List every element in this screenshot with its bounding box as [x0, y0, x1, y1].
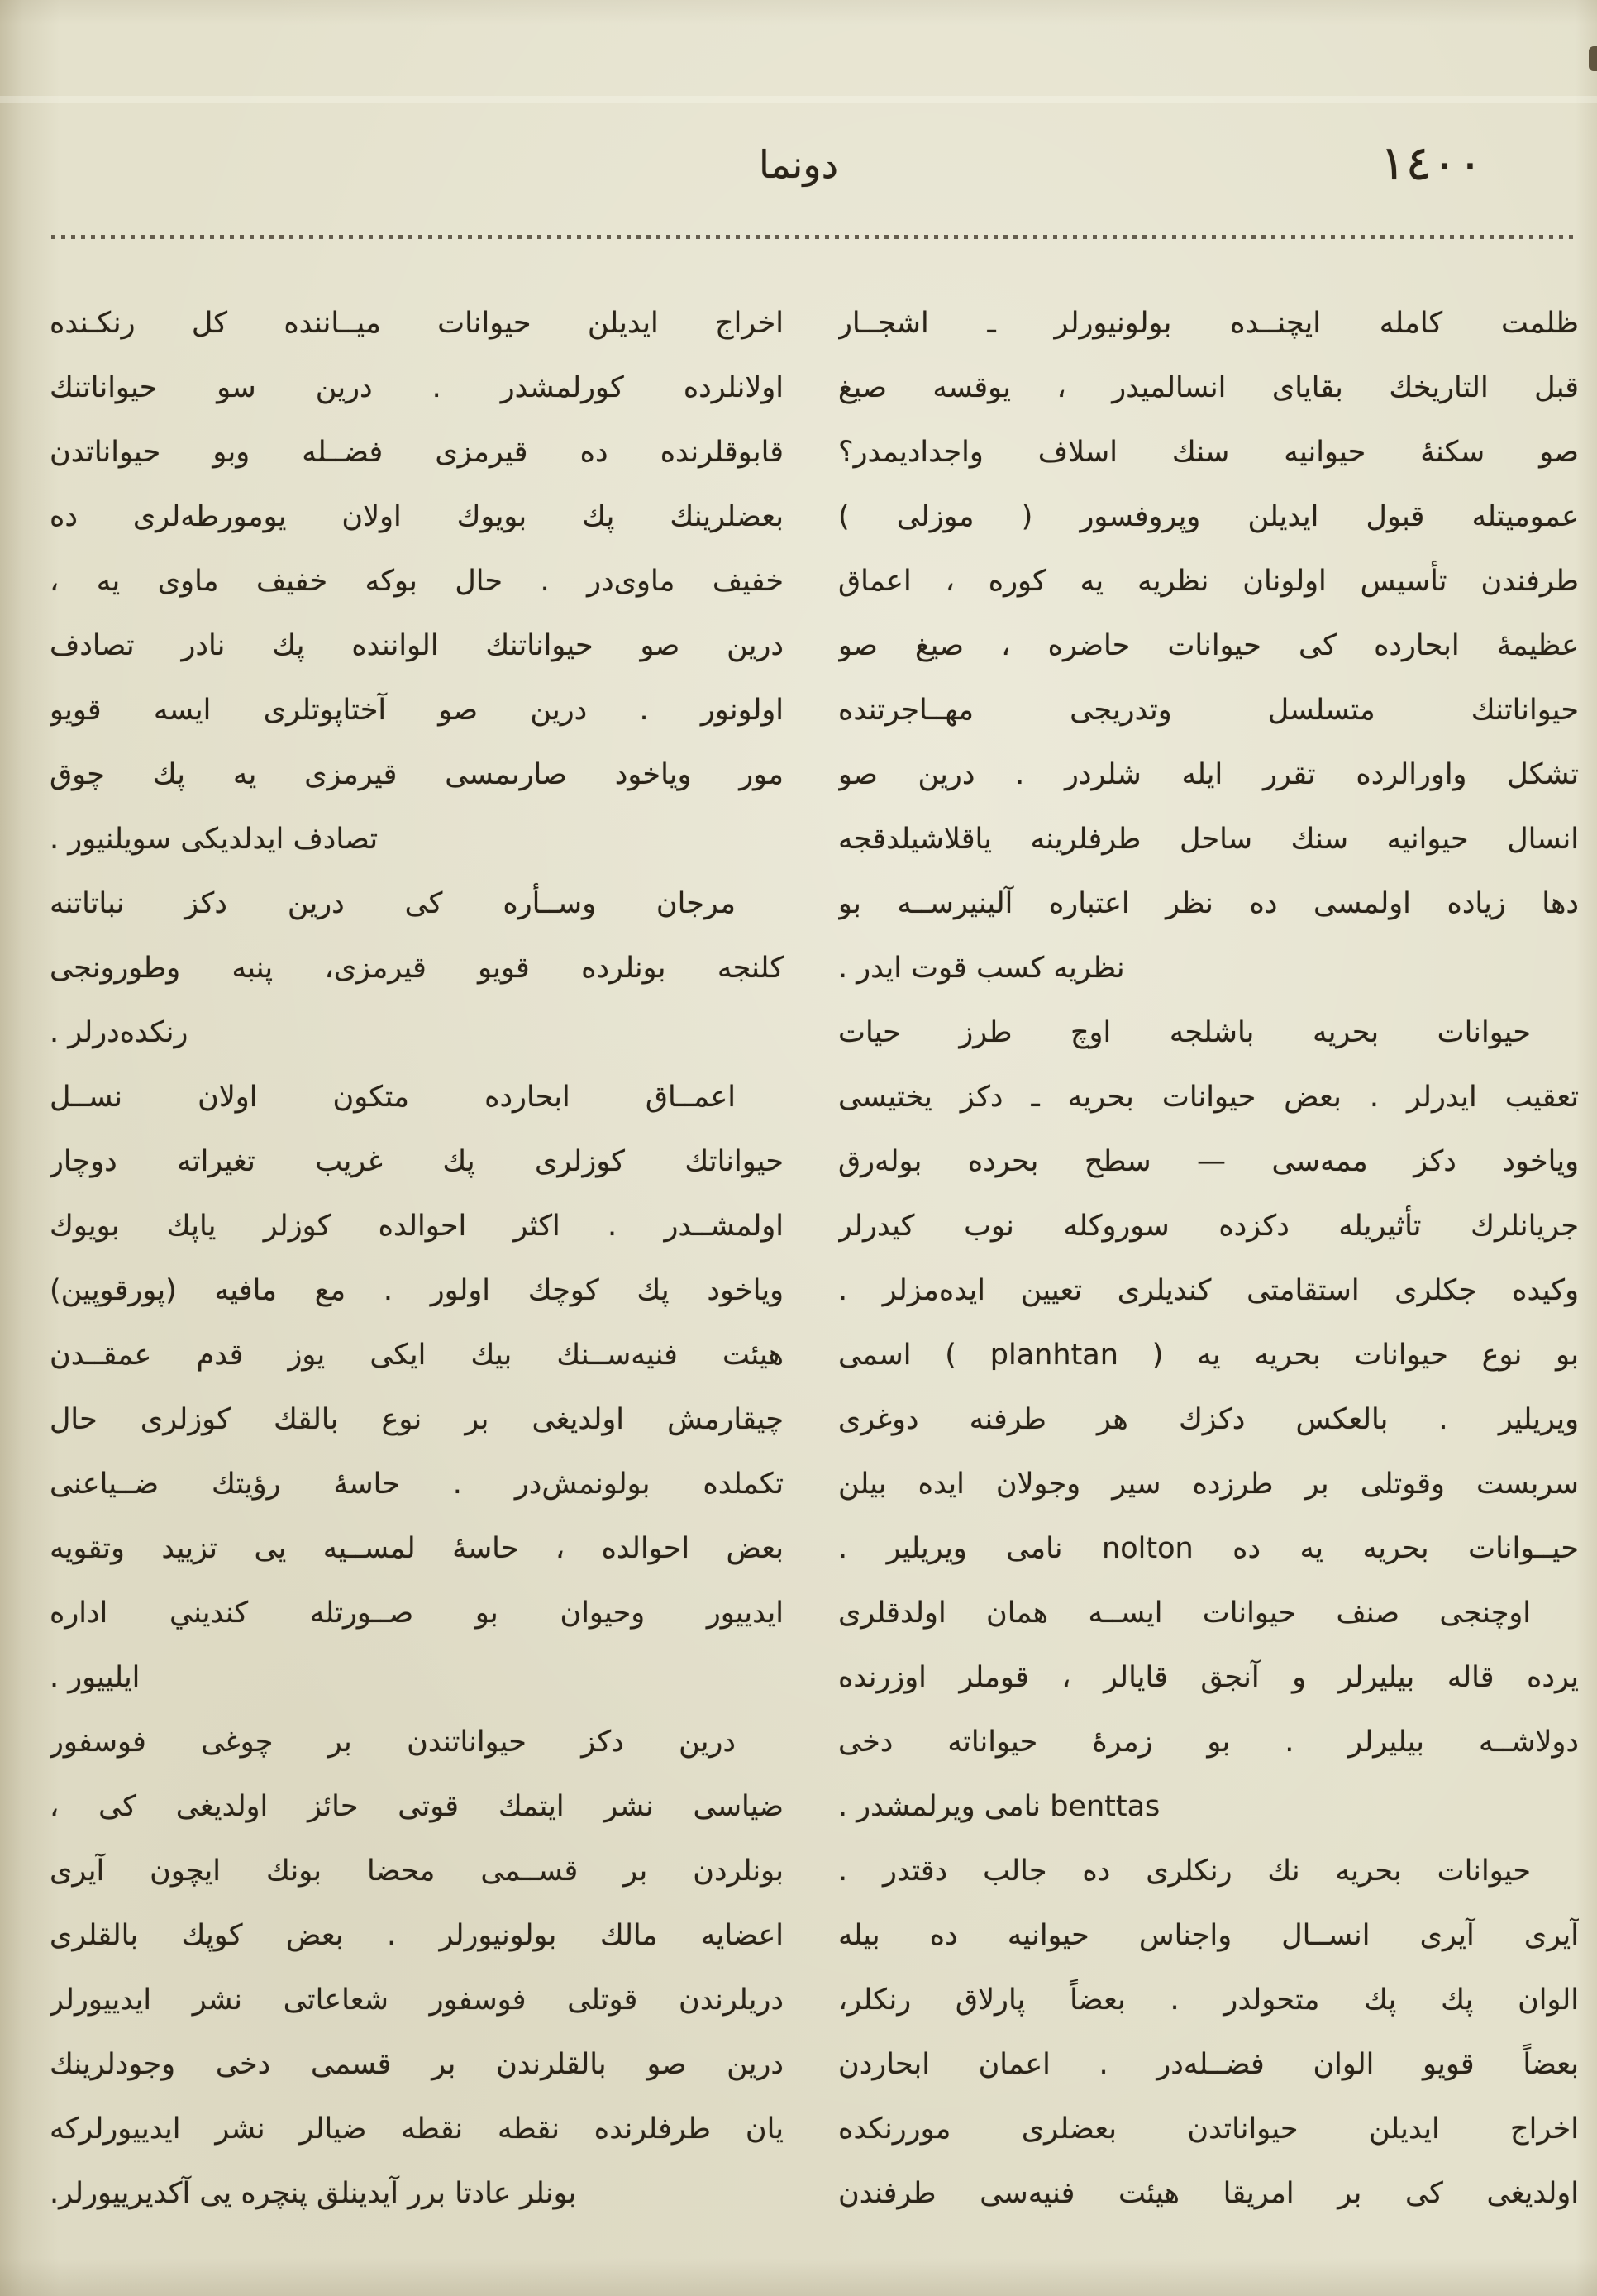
text-line: رنكده‌درلر .	[50, 1016, 188, 1049]
text-line: سربست وقوتلى بر طرزده سير وجولان ايده بيلن	[838, 1468, 1579, 1501]
text-line: حيواناتك كوزلرى پك غريب تغيراته دوچار	[50, 1145, 784, 1178]
text-line: جريانلرك تأثيريله دكزده سوروكله نوب كيدرلر	[838, 1210, 1579, 1243]
text-line: تشكل واورالرده تقرر ايله شلردر . درين صو	[838, 758, 1579, 791]
running-title: دونما	[758, 142, 839, 187]
text-line: قابوقلرنده ده قيرمزى فضــله وبو حيواناتدن	[50, 436, 784, 469]
text-line: وياخود دكز ممه‌سى — سطح بحرده بوله‌رق	[838, 1145, 1579, 1178]
text-line: ايدييور وحيوان بو صــورتله كنديني اداره	[50, 1597, 784, 1630]
text-line: درين صو بالقلرندن بر قسمى دخى وجودلرينك	[50, 2048, 784, 2081]
text-line: حيواناتنك متسلسل وتدريجى مهــاجرتنده	[838, 694, 1579, 727]
text-line: درين دكز حيواناتندن بر چوغى فوسفور	[50, 1726, 736, 1759]
text-line: الوان پك پك متحولدر . بعضاً پارلاق رنكلر،	[838, 1983, 1579, 2017]
text-line: انسال حيوانيه سنك ساحل طرفلرينه ياقلاشيلدقجه	[838, 823, 1579, 856]
scan-artifact-band	[0, 96, 1597, 103]
text-line: اعمــاق ابحارده متكون اولان نســل	[50, 1081, 736, 1114]
text-line: صو سكنهٔ حيوانيه سنك اسلاف واجداديمدر؟	[838, 436, 1579, 469]
text-line: هيئت فنيه‌ســنك بيك ايكى يوز قدم عمقــدن	[50, 1339, 784, 1372]
text-line: ضياسى نشر ايتمك قوتى حائز اولديغى كى ،	[50, 1790, 784, 1823]
text-line: اولانلرده كورلمشدر . درين سو حيواناتنك	[50, 371, 784, 404]
text-line: ظلمت كامله ايچنــده بولونيورلر ـ اشجــار	[838, 307, 1579, 340]
text-line: بونلردن بر قســمى محضا بونك ايچون آيرى	[50, 1854, 784, 1888]
text-line: طرفندن تأسيس اولونان نظريه يه كوره ، اعماق	[838, 565, 1579, 598]
text-line: خفيف ماوى‌در . حال بوكه خفيف ماوى يه ،	[50, 565, 784, 598]
text-line: بونلر عادتا برر آيدينلق پنچره يى آكديرييورلر.	[50, 2177, 577, 2210]
text-line: عظيمهٔ ابحارده كى حيوانات حاضره ، صيغ صو	[838, 629, 1579, 662]
text-line: تكملده بولونمش‌در . حاسهٔ رؤيتك ضــياعنى	[50, 1468, 784, 1501]
text-line: دريلرندن قوتلى فوسفور شعاعاتى نشر ايدييورلر	[50, 1983, 784, 2017]
text-line: حيــوانات بحريه يه ده nolton نامى ويريلير .	[838, 1532, 1579, 1565]
text-line: درين صو حيواناتنك الواننده پك نادر تصادف	[50, 629, 784, 662]
text-line: چيقارمش اولديغى بر نوع بالقك كوزلرى حال	[50, 1403, 784, 1436]
text-line: اخراج ايديلن حيوانات ميــاننده كل رنكـنده	[50, 307, 784, 340]
text-line: بعض احوالده ، حاسهٔ لمســيه يى تزييد وتقويه	[50, 1532, 784, 1565]
dotted-divider	[51, 235, 1579, 239]
text-line: كلنجه بونلرده قويو قيرمزى، پنبه وطورونجى	[50, 952, 784, 985]
text-line: اعضايه مالك بولونيورلر . بعض كوپك بالقلرى	[50, 1919, 784, 1952]
text-line: يان طرفلرنده نقطه نقطه ضيالر نشر ايدييورلركه	[50, 2112, 784, 2146]
text-line: عموميتله قبول ايديلن وپروفسور ( موزلى )	[838, 500, 1579, 533]
text-line: اخراج ايديلن حيواناتدن بعضلرى موررنكده	[838, 2112, 1579, 2146]
text-line: قبل التاريخك بقاياى انسالميدر ، يوقسه صيغ	[838, 371, 1579, 404]
right-text-column	[838, 291, 1579, 2226]
text-line: تعقيب ايدرلر . بعض حيوانات بحريه ـ دكز يختيسى	[838, 1081, 1579, 1114]
text-line: تصادف ايدلديكى سويلنيور .	[50, 823, 379, 856]
text-line: مور وياخود صارىمسى قيرمزى يه پك چوق	[50, 758, 784, 791]
text-line: وياخود پك كوچك اولور . مع مافيه (پورقوپين)	[50, 1274, 784, 1307]
text-line: ويريلير . بالعكس دكزك هر طرفنه دوغرى	[838, 1403, 1579, 1436]
text-line: بعضاً قويو الوان فضــله‌در . اعمان ابحاردن	[838, 2048, 1579, 2081]
page-number: ١٤٠٠	[1380, 135, 1483, 191]
text-line: ايلييور .	[50, 1661, 141, 1694]
text-line: حيوانات بحريه نك رنكلرى ده جالب دقتدر .	[838, 1854, 1531, 1888]
text-line: اولمشــدر . اكثر احوالده كوزلر ياپك بويوك	[50, 1210, 784, 1243]
left-text-column	[50, 291, 784, 2226]
text-line: حيوانات بحريه باشلجه اوچ طرز حيات	[838, 1016, 1531, 1049]
text-line: اولونور . درين صو آختاپوتلرى ايسه قويو	[50, 694, 784, 727]
text-line: نظريه كسب قوت ايدر .	[838, 952, 1125, 985]
text-line: بو نوع حيوانات بحريه يه ( planhtan ) اسمى	[838, 1339, 1579, 1372]
text-line: يرده قاله بيليرلر و آنجق قايالر ، قوملر اوزرنده	[838, 1661, 1579, 1694]
scan-artifact-speck	[1589, 46, 1597, 71]
text-line: بعضلرينك پك بويوك اولان يومورطه‌لرى ده	[50, 500, 784, 533]
text-line: وكيده جكلرى استقامتى كنديلرى تعيين ايده‌مزلر .	[838, 1274, 1579, 1307]
text-line: آيرى آيرى انســال واجناس حيوانيه ده بيله	[838, 1919, 1579, 1952]
text-line: اولديغى كى بر امريقا هيئت فنيه‌سى طرفندن	[838, 2177, 1579, 2210]
text-line: دولاشــه بيليرلر . بو زمرهٔ حيواناته دخى	[838, 1726, 1579, 1759]
text-line: مرجان وســأره كى درين دكز نباتاتنه	[50, 887, 736, 920]
text-line: benttas نامى ويرلمشدر .	[838, 1790, 1161, 1823]
text-line: اوچنجى صنف حيوانات ايســه همان اولدقلرى	[838, 1597, 1531, 1630]
text-line: دها زياده اولمسى ده نظر اعتباره آلينيرســه بو	[838, 887, 1579, 920]
